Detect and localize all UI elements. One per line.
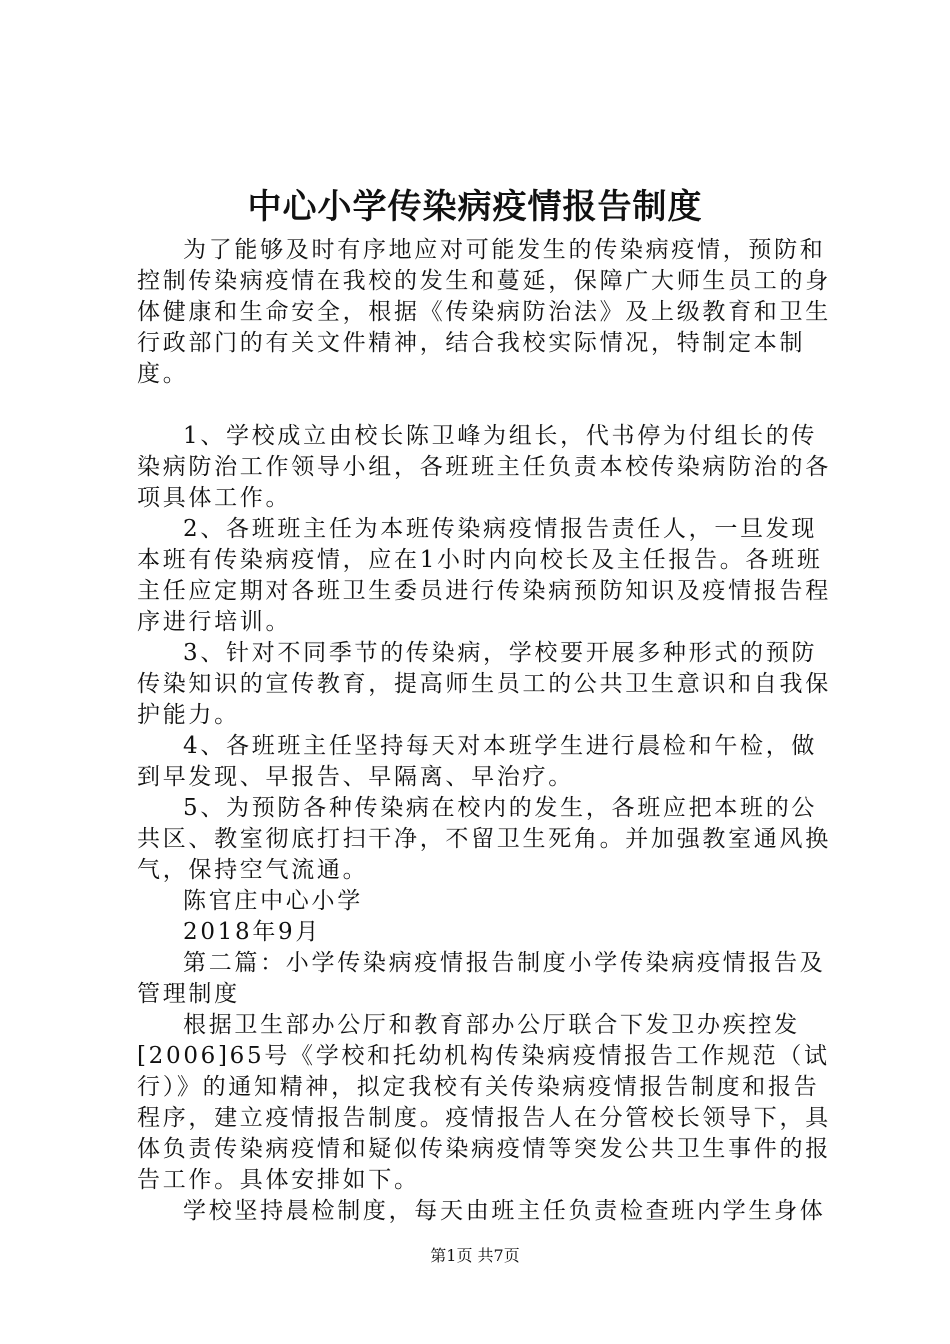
second-article-paragraph: 根据卫生部办公厅和教育部办公厅联合下发卫办疾控发[2006]65号《学校和托幼机构传染病疫情报告工作规范（试行）》的通知精神，拟定我校有关传染病疫情报告制度和报告程序，建立疫情报告制度。疫情报告人在分管校长领导下，具体负责传染病疫情和疑似传染病疫情等突发公共卫生事件的报告工作。具体安排如下。	[137, 1012, 831, 1193]
rule-item-2: 2、各班班主任为本班传染病疫情报告责任人，一旦发现本班有传染病疫情，应在1小时内向校长及主任报告。各班班主任应定期对各班卫生委员进行传染病预防知识及疫情报告程序进行培训。	[137, 516, 831, 635]
second-article-heading: 第二篇：小学传染病疫情报告制度小学传染病疫情报告及管理制度	[137, 950, 826, 1007]
document-title: 中心小学传染病疫情报告制度	[247, 187, 703, 227]
rule-item-4: 4、各班班主任坚持每天对本班学生进行晨检和午检，做到早发现、早报告、早隔离、早治疗。	[137, 733, 818, 790]
intro-paragraph: 为了能够及时有序地应对可能发生的传染病疫情，预防和控制传染病疫情在我校的发生和蔓延，保障广大师生员工的身体健康和生命安全，根据《传染病防治法》及上级教育和卫生行政部门的有关文件精神，结合我校实际情况，特制定本制度。	[137, 237, 831, 387]
signature-organization: 陈官庄中心小学	[183, 888, 363, 914]
page-indicator: 第1页 共7页	[430, 1246, 520, 1265]
document-body	[137, 235, 837, 1227]
rule-item-1: 1、学校成立由校长陈卫峰为组长，代书停为付组长的传染病防治工作领导小组，各班班主任负责本校传染病防治的各项具体工作。	[137, 423, 831, 511]
rule-item-3: 3、针对不同季节的传染病，学校要开展多种形式的预防传染知识的宣传教育，提高师生员工的公共卫生意识和自我保护能力。	[137, 640, 831, 728]
second-article-paragraph-continued: 学校坚持晨检制度，每天由班主任负责检查班内学生身体	[183, 1198, 826, 1224]
rule-item-5: 5、为预防各种传染病在校内的发生，各班应把本班的公共区、教室彻底打扫干净，不留卫生死角。并加强教室通风换气，保持空气流通。	[137, 795, 831, 883]
signature-date: 2018年9月	[183, 919, 322, 945]
